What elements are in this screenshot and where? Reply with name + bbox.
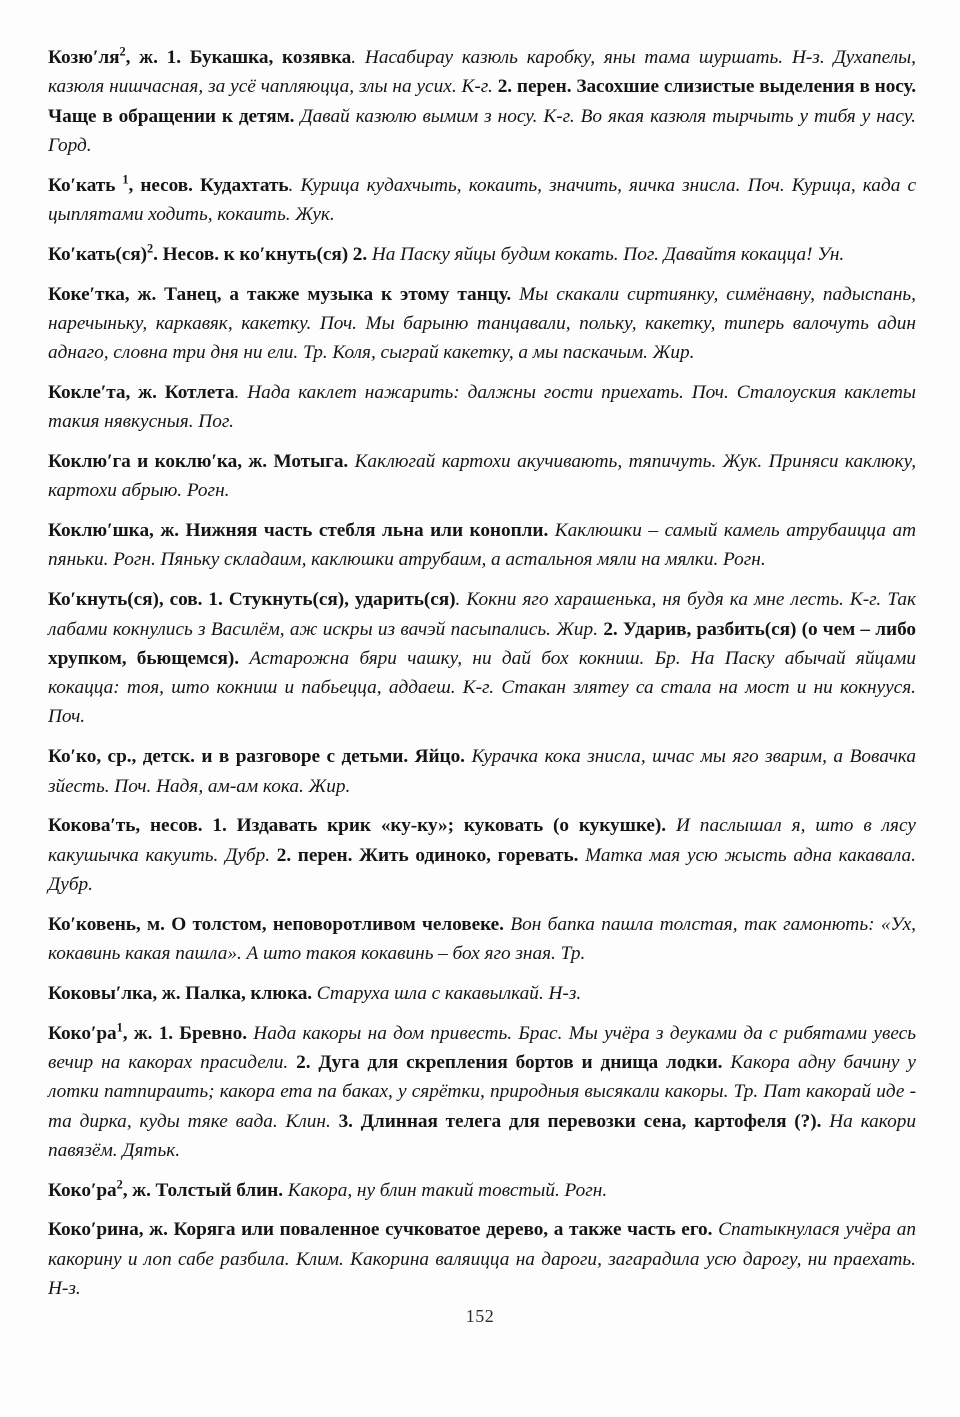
sense-gloss: , ж. Толстый блин. <box>122 1179 284 1201</box>
headword-and-gloss: Коклю′шка, ж. Нижняя часть стебля льна или конопли. <box>48 520 549 542</box>
sense-gloss: 2. перен. Засохшие слизистые выделения в носу. Чаще в обращении к детям. <box>48 76 916 127</box>
dictionary-entry <box>48 1019 916 1165</box>
sense-gloss: , несов. Кудахтать <box>128 174 289 196</box>
usage-example: Спатыкнулася учёра ап какорину и лоп сабе разбила. Клим. Какорина валяицца на дароги, загарадила усю дарогу, ни праехать. Н-з. <box>48 1219 916 1299</box>
headword-and-gloss: Коке′тка, ж. Танец, а также музыка к этому танцу. <box>48 283 512 305</box>
usage-example: . Насабирау казюль каробку, яны тама шуршать. Н-з. Духапелы, казюля нишчасная, за усё чапляюцца, злы на усих. К-г. <box>48 47 916 98</box>
sense-gloss: 2. перен. Жить одиноко, горевать. <box>276 844 579 866</box>
dictionary-entry <box>48 240 916 269</box>
usage-example: Давай казюлю вымим з носу. К-г. Во якая казюля тырчыть у тибя у насу. Горд. <box>48 105 916 156</box>
usage-example: Старуха шла с какавылкай. Н-з. <box>312 982 582 1004</box>
dictionary-entry <box>48 171 916 230</box>
usage-example: Нада какоры на дом привесть. Брас. Мы учёра з деуками да с рибятами увесь вечир на какорах прасидели. <box>48 1022 916 1073</box>
headword-and-gloss: Ко′кать <box>48 174 123 196</box>
dictionary-entry <box>48 516 916 575</box>
usage-example: Вон бапка пашла толстая, так гамонють: «Ух, кокавинь какая пашла». А што такоя кокавинь – бох яго зная. Тр. <box>48 913 916 965</box>
headword-and-gloss: Ко′кнуть(ся), сов. 1. Стукнуть(ся), ударить(ся) <box>48 589 456 611</box>
dictionary-entry <box>48 811 916 899</box>
entry-column <box>48 43 916 1303</box>
headword-and-gloss: Ко′ко, ср., детск. и в разговоре с детьми. Яйцо. <box>48 746 465 768</box>
usage-example: . Курица кудахчыть, кокаить, значить, яичка знисла. Поч. Курица, када с цыплятами ходить, кокаить. Жук. <box>48 174 917 225</box>
dictionary-entry <box>48 1176 916 1205</box>
headword-superscript: 2 <box>116 1177 123 1192</box>
dictionary-entry <box>48 447 916 506</box>
usage-example: Каклюгай картохи акучивають, тяпичуть. Жук. Приняси каклюку, картохи абрыю. Рогн. <box>48 451 917 502</box>
headword-and-gloss: Коко′рина, ж. Коряга или поваленное сучковатое дерево, а также часть его. <box>48 1219 713 1241</box>
dictionary-entry <box>48 1215 916 1303</box>
sense-gloss: . Несов. к ко′кнуть(ся) 2. <box>153 243 368 265</box>
page-number: 152 <box>465 1306 495 1326</box>
dictionary-entry <box>48 43 916 160</box>
usage-example: Астарожна бяри чашку, ни дай бох кокниш. Бр. На Паску абычай яйцами кокацца: тоя, што кокниш и пабьецца, аддаеш. К-г. Стакан злятеу са стала на мост и ни кокнууся. Поч. <box>48 647 916 728</box>
headword-and-gloss: Коко′ра <box>48 1179 117 1201</box>
usage-example: Каклюшки – самый камель атрубаицца ат пяньки. Рогн. Пяньку складаим, каклюшки атрубаим, а астальноя мяли на мялки. Рогн. <box>48 520 917 571</box>
usage-example: Матка мая усю жысть адна какавала. Дубр. <box>48 844 916 895</box>
usage-example: . Кокни яго харашенька, ня будя ка мне лесть. К-г. Так лабами кокнулись з Василём, аж искры из вачэй пасыпались. Жир. <box>48 589 917 640</box>
headword-and-gloss: Коко′ра <box>48 1022 117 1044</box>
usage-example: Какора адну бачину у лотки патпираить; какора ета па баках, у сярётки, природныя высякали какоры. Тр. Пат какорай иде - та дирка, куды тяке вада. Клин. <box>48 1051 916 1132</box>
dictionary-entry <box>48 378 916 437</box>
headword-and-gloss: Ко′ковень, м. О толстом, неповоротливом человеке. <box>48 913 504 935</box>
headword-and-gloss: Кокова′ть, несов. 1. Издавать крик «ку-ку»; куковать (о кукушке). <box>48 815 667 837</box>
headword-and-gloss: Коковы′лка, ж. Палка, клюка. <box>48 982 313 1004</box>
usage-example: На какори павязём. Дятьк. <box>48 1110 916 1161</box>
dictionary-entry <box>48 742 916 801</box>
sense-gloss: 3. Длинная телега для перевозки сена, картофеля (?). <box>338 1110 822 1132</box>
usage-example: На Паску яйцы будим кокать. Пог. Давайтя кокацца! Ун. <box>367 243 845 265</box>
usage-example: Курачка кока знисла, шчас мы яго зварим, а Вовачка зйесть. Поч. Надя, ам-ам кока. Жир. <box>48 746 916 797</box>
headword-superscript: 1 <box>122 172 129 187</box>
headword-superscript: 2 <box>119 44 126 59</box>
dictionary-entry <box>48 585 916 731</box>
headword-and-gloss: Козю′ля <box>48 47 120 68</box>
dictionary-entry <box>48 979 916 1008</box>
sense-gloss: , ж. 1. Бревно. <box>122 1022 247 1044</box>
usage-example: Какора, ну блин такий товстый. Рогн. <box>283 1179 608 1201</box>
usage-example: И паслышал я, што в лясу какушычка какуить. Дубр. <box>48 815 916 866</box>
usage-example: . Нада каклет нажарить: далжны гости приехать. Поч. Сталоуския каклеты такия нявкусныя. Пог. <box>48 381 916 433</box>
headword-superscript: 2 <box>147 241 154 256</box>
sense-gloss: 2. Дуга для скрепления бортов и днища лодки. <box>296 1051 723 1073</box>
headword-and-gloss: Коклю′га и коклю′ка, ж. Мотыга. <box>48 451 349 473</box>
usage-example: Мы скакали сиртиянку, симёнавну, падыспань, наречыньку, каркавяк, какетку. Поч. Мы барыню танцавали, польку, какетку, типерь валочуть адин аднаго, словна три дня ни ели. Тр. Коля, сыграй какетку, а мы паскачым. Жир. <box>48 283 916 364</box>
headword-and-gloss: Ко′кать(ся) <box>48 243 147 265</box>
sense-gloss: , ж. 1. Букашка, козявка <box>125 47 352 68</box>
sense-gloss: 2. Ударив, разбить(ся) (о чем – либо хрупком, бьющемся). <box>48 618 916 669</box>
headword-and-gloss: Кокле′та, ж. Котлета <box>48 381 235 403</box>
dictionary-entry <box>48 910 916 969</box>
dictionary-entry <box>48 280 916 368</box>
headword-superscript: 1 <box>116 1020 123 1035</box>
